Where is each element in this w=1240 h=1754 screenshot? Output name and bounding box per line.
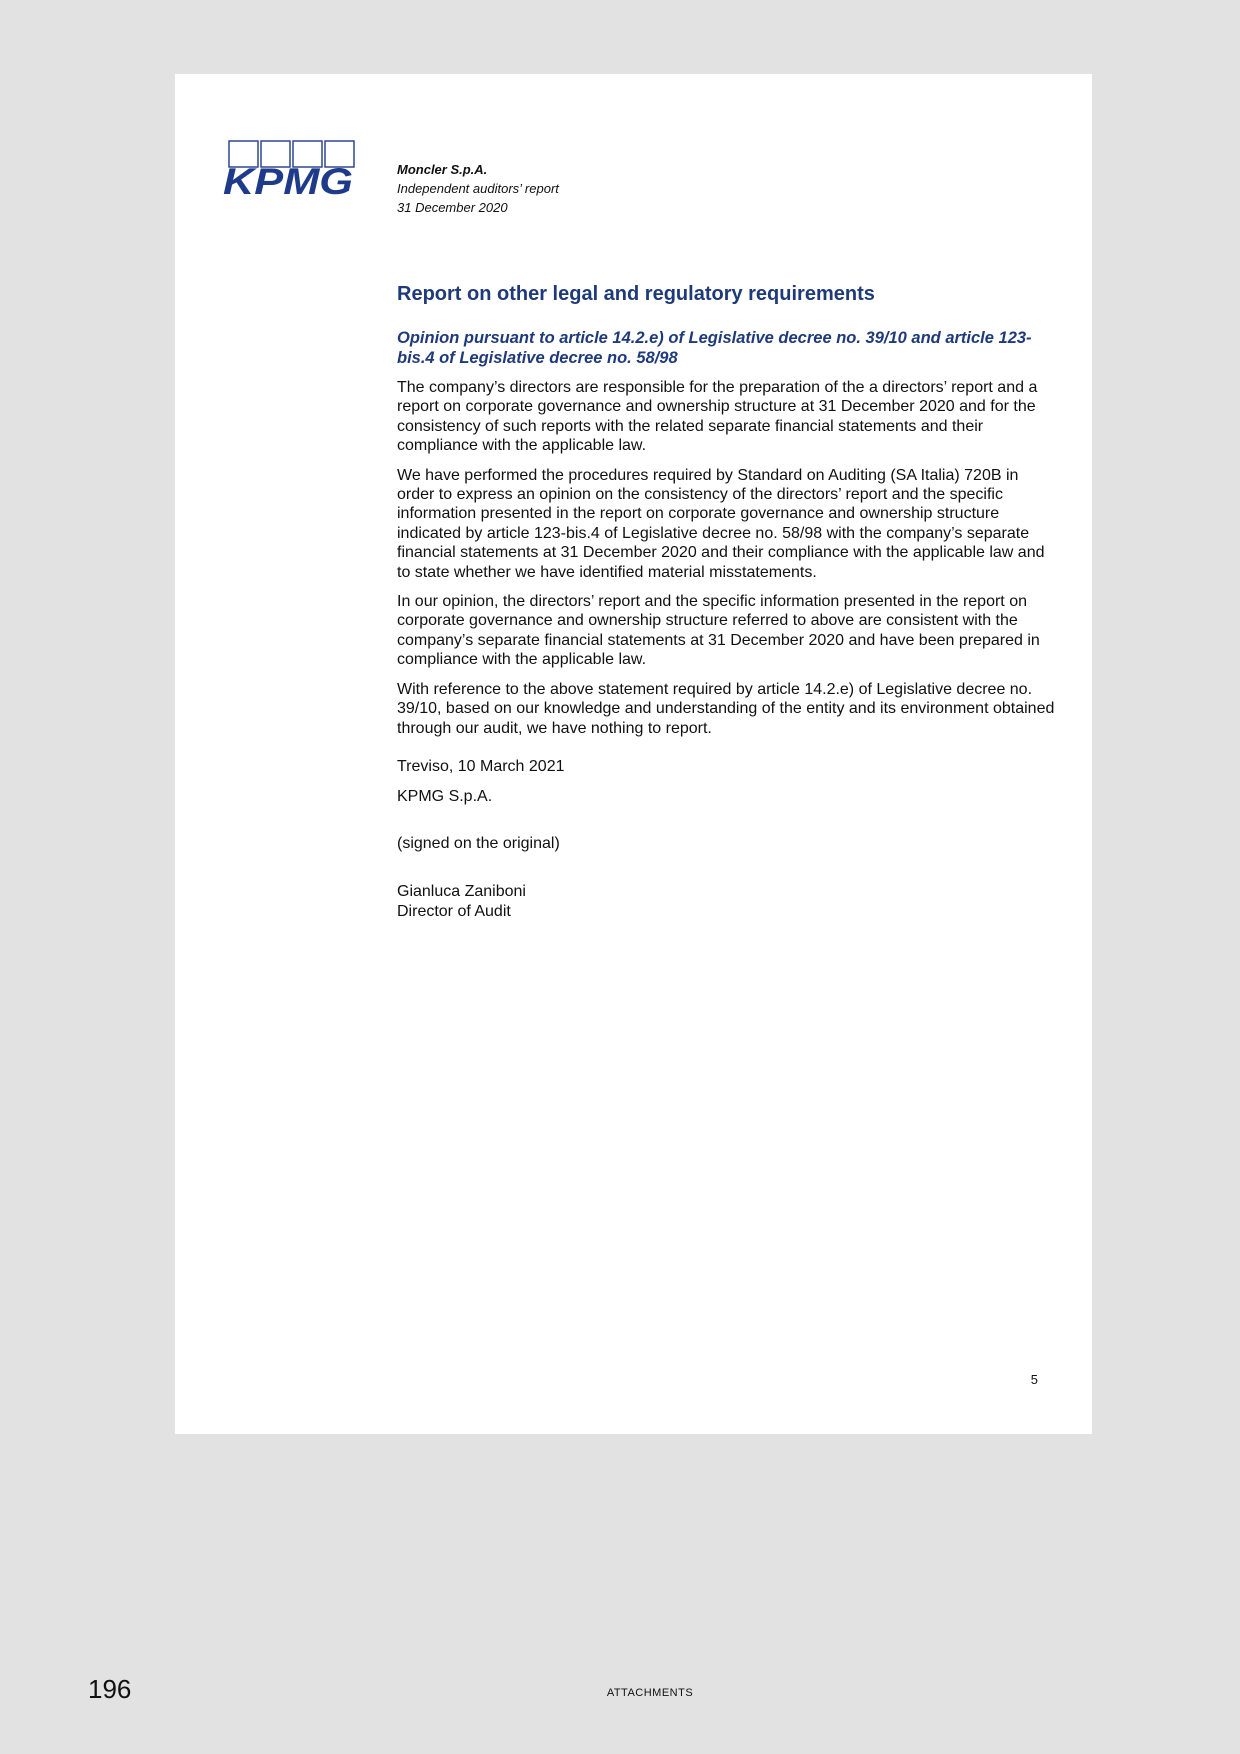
report-body [397, 282, 1057, 921]
section-title: Report on other legal and regulatory requirements [397, 283, 875, 305]
report-header [397, 160, 559, 217]
signer-role: Director of Audit [397, 902, 511, 920]
kpmg-logo [223, 140, 358, 198]
svg-text:KPMG: KPMG [223, 161, 353, 198]
company-name: Moncler S.p.A. [397, 162, 488, 177]
report-date: 31 December 2020 [397, 200, 508, 215]
paragraph-procedures: We have performed the procedures required by Standard on Auditing (SA Italia) 720B in order to express an opinion on the consistency of the directors’ report and the specific information presented in the report on corporate governance and ownership structure indicated by article 123-bis.4 of Legislative decree no. 58/98 with the company’s separate financial statements at 31 December 2020 and their compliance with the applicable law and to state whether we have identified material misstatements. [397, 466, 1045, 581]
signed-note: (signed on the original) [397, 834, 560, 852]
place-date: Treviso, 10 March 2021 [397, 757, 565, 775]
document-page [175, 74, 1092, 1434]
paragraph-opinion: In our opinion, the directors’ report and the specific information presented in the report on corporate governance and ownership structure referred to above are consistent with the company’s separate financial statements at 31 December 2020 and have been prepared in compliance with the applicable law. [397, 593, 1040, 669]
page-folio-number: 196 [88, 1674, 132, 1704]
signature-block [397, 757, 1057, 921]
paragraph-responsibility: The company’s directors are responsible for the preparation of the a directors’ report and a report on corporate governance and ownership structure at 31 December 2020 and for the consistency of such reports with the related separate financial statements and their compliance with the applicable law. [397, 379, 1038, 455]
paragraph-statement: With reference to the above statement required by article 14.2.e) of Legislative decree no. 39/10, based on our knowledge and understanding of the entity and its environment obtained through our audit, we have nothing to report. [397, 680, 1055, 737]
firm-name: KPMG S.p.A. [397, 788, 493, 806]
signer-name: Gianluca Zaniboni [397, 883, 526, 901]
footer-section-label: ATTACHMENTS [606, 1687, 694, 1699]
report-type: Independent auditors’ report [397, 181, 559, 196]
inner-page-number: 5 [1030, 1372, 1038, 1387]
subsection-title: Opinion pursuant to article 14.2.e) of Legislative decree no. 39/10 and article 123-bis.4 of Legislative decree no. 58/98 [397, 329, 1032, 367]
